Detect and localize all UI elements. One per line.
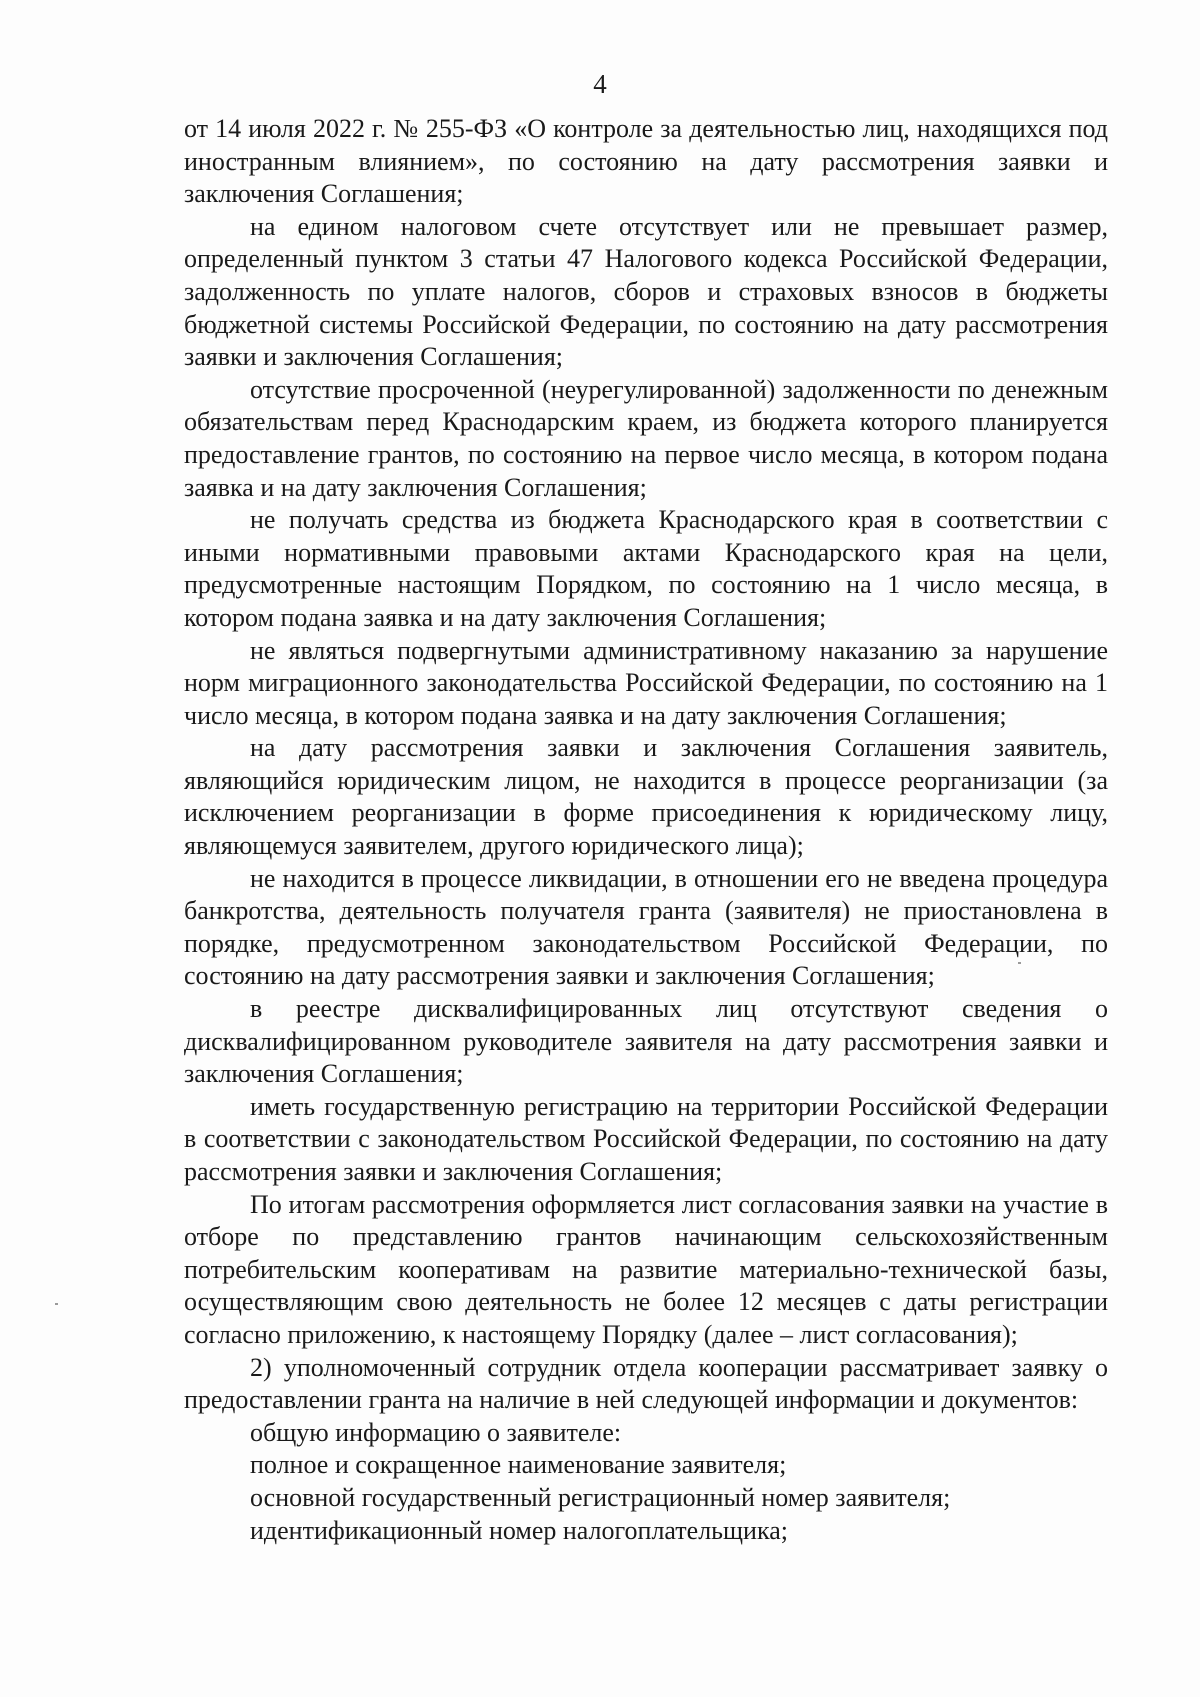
paragraph-applicant-name: полное и сокращенное наименование заявителя; bbox=[250, 1450, 787, 1480]
document-body bbox=[184, 113, 1108, 1547]
paragraph-general-info: общую информацию о заявителе: bbox=[250, 1417, 622, 1447]
page-number: 4 bbox=[593, 69, 607, 99]
paragraph-foreign-influence: от 14 июля 2022 г. № 255-ФЗ «О контроле за деятельностью лиц, находящихся под иностранным влиянием», по состоянию на дату рассмотрения заявки и заключения Соглашения; bbox=[184, 114, 1108, 209]
paragraph-tax-debt: на едином налоговом счете отсутствует или не превышает размер, определенный пунктом 3 статьи 47 Налогового кодекса Российской Федерации, задолженность по уплате налогов, сборов и страховых взносов в бюджеты бюджетной системы Российской Федерации, по состоянию на дату рассмотрения заявки и заключения Соглашения; bbox=[184, 211, 1108, 372]
paragraph-disqualified-registry: в реестре дисквалифицированных лиц отсутствуют сведения о дисквалифицированном руководителе заявителя на дату рассмотрения заявки и заключения Соглашения; bbox=[184, 994, 1108, 1089]
scan-speck-right bbox=[1018, 962, 1021, 964]
paragraph-approval-sheet: По итогам рассмотрения оформляется лист согласования заявки на участие в отборе по представлению грантов начинающим сельскохозяйственным потребительским кооперативам на развитие материально-технической базы, осуществляющим свою деятельность не более 12 месяцев с даты регистрации согласно приложению, к настоящему Порядку (далее – лист согласования); bbox=[184, 1189, 1108, 1349]
paragraph-liquidation: не находится в процессе ликвидации, в отношении его не введена процедура банкротства, деятельность получателя гранта (заявителя) не приостановлена в порядке, предусмотренном законодательством Российской Федерации, по состоянию на дату рассмотрения заявки и заключения Соглашения; bbox=[184, 863, 1108, 991]
paragraph-migration-law: не являться подвергнутыми административному наказанию за нарушение норм миграционного законодательства Российской Федерации, по состоянию на 1 число месяца, в котором подана заявка и на дату заключения Соглашения; bbox=[184, 635, 1108, 730]
paragraph-budget-funds: не получать средства из бюджета Краснодарского края в соответствии с иными нормативными правовыми актами Краснодарского края на цели, предусмотренные настоящим Порядком, по состоянию на 1 число месяца, в котором подана заявка и на дату заключения Соглашения; bbox=[184, 505, 1108, 632]
paragraph-ogrn: основной государственный регистрационный номер заявителя; bbox=[250, 1482, 951, 1512]
paragraph-item-2: 2) уполномоченный сотрудник отдела кооперации рассматривает заявку о предоставлении гранта на наличие в ней следующей информации и документов: bbox=[184, 1352, 1108, 1415]
scan-speck-left bbox=[55, 1303, 58, 1305]
paragraph-inn: идентификационный номер налогоплательщика; bbox=[250, 1515, 788, 1545]
paragraph-state-registration: иметь государственную регистрацию на территории Российской Федерации в соответствии с законодательством Российской Федерации, по состоянию на дату рассмотрения заявки и заключения Соглашения; bbox=[184, 1091, 1108, 1186]
paragraph-overdue-debt: отсутствие просроченной (неурегулированной) задолженности по денежным обязательствам перед Краснодарским краем, из бюджета которого планируется предоставление грантов, по состоянию на первое число месяца, в котором подана заявка и на дату заключения Соглашения; bbox=[184, 374, 1108, 502]
paragraph-reorganization: на дату рассмотрения заявки и заключения Соглашения заявитель, являющийся юридическим лицом, не находится в процессе реорганизации (за исключением реорганизации в форме присоединения к юридическому лицу, являющемуся заявителем, другого юридического лица); bbox=[184, 733, 1108, 861]
